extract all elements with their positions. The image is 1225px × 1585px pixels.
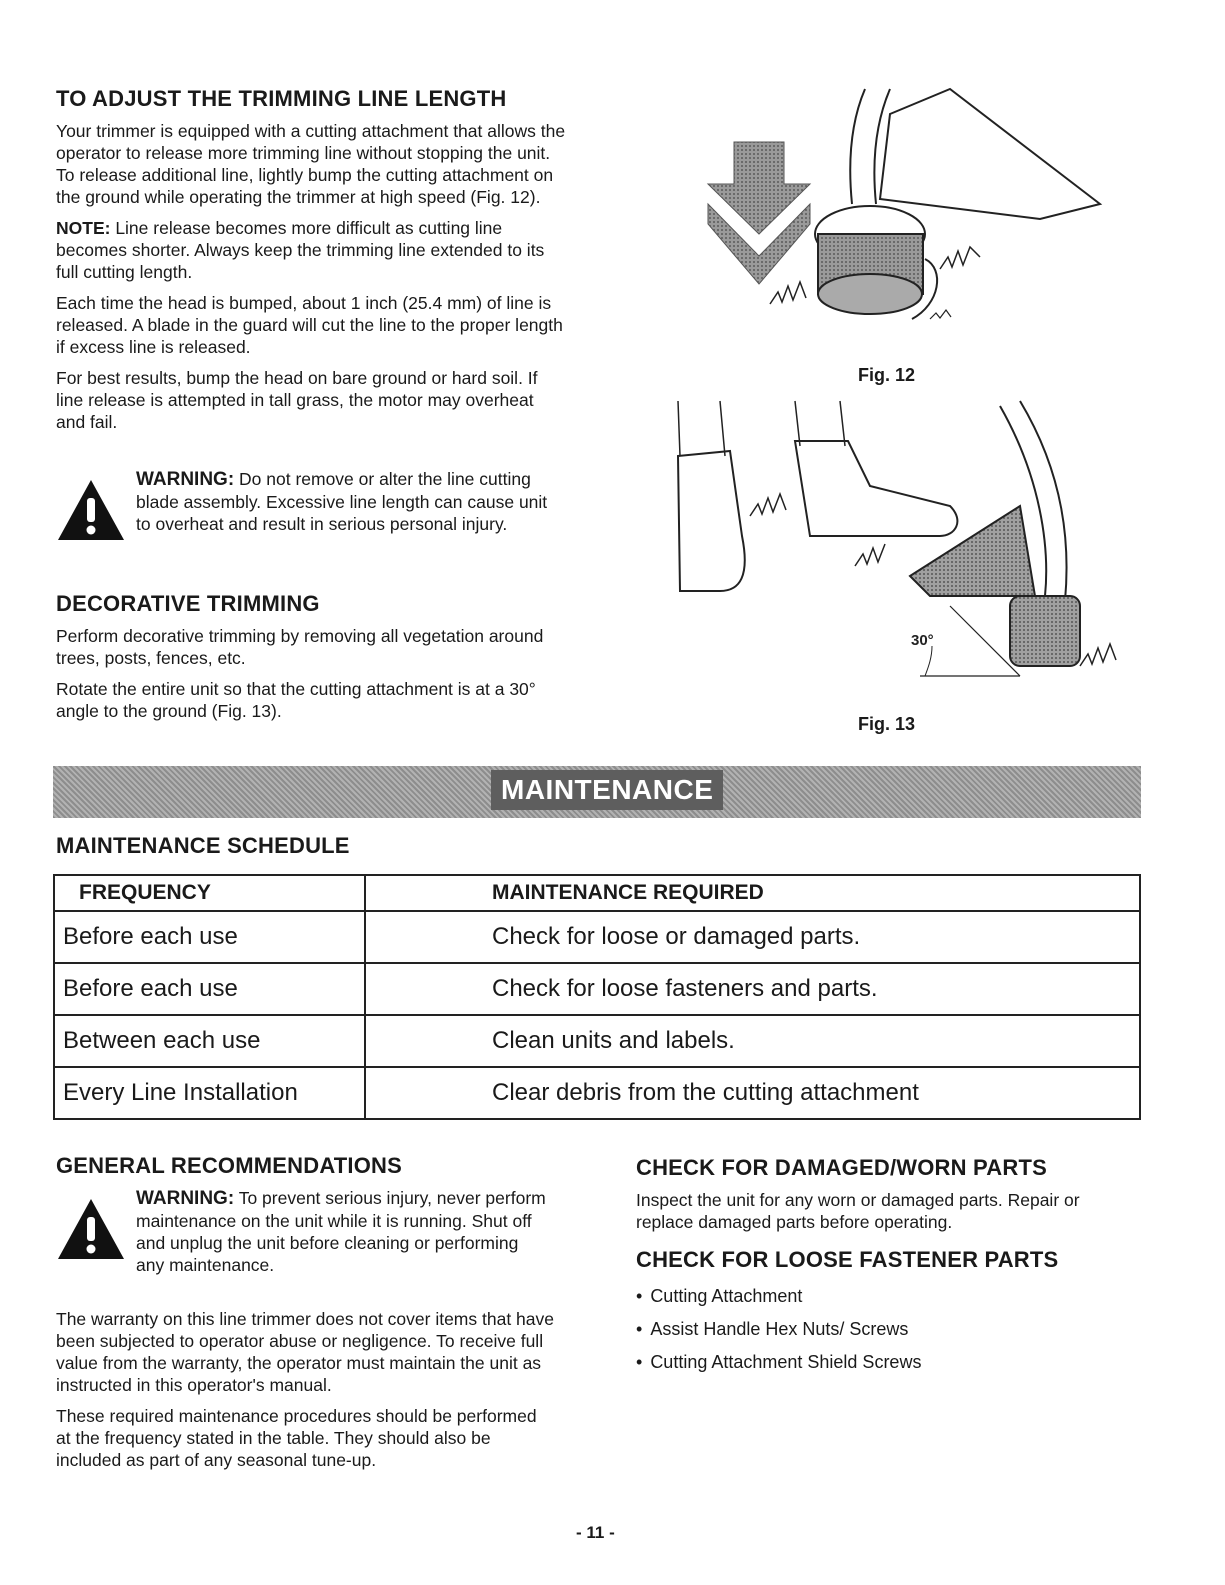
fig12-label: Fig. 12 — [858, 365, 916, 385]
table-row — [54, 911, 1140, 963]
frequency-cell: Between each use — [54, 1015, 365, 1067]
table-row — [54, 1015, 1140, 1067]
damaged-paragraph: Inspect the unit for any worn or damaged parts. Repair or replace damaged parts before operating. — [636, 1190, 1080, 1232]
general-paragraph-2: These required maintenance procedures should be performed at the frequency stated in the table. They should also be included as part of any seasonal tune-up. — [56, 1406, 537, 1470]
decorative-paragraph-1: Perform decorative trimming by removing all vegetation around trees, posts, fences, etc. — [56, 626, 544, 668]
frequency-cell: Before each use — [54, 911, 365, 963]
adjust-warning — [56, 468, 556, 568]
list-item: • Cutting Attachment Shield Screws — [636, 1351, 1136, 1373]
adjust-warning-text — [136, 468, 556, 535]
maintenance-cell: Clean units and labels. — [365, 1015, 1140, 1067]
damaged-heading: CHECK FOR DAMAGED/WORN PARTS — [636, 1155, 1047, 1180]
maintenance-cell: Clear debris from the cutting attachment — [365, 1067, 1140, 1119]
maintenance-cell: Check for loose fasteners and parts. — [365, 963, 1140, 1015]
frequency-cell: Before each use — [54, 963, 365, 1015]
adjust-section — [56, 86, 566, 442]
maintenance-cell: Check for loose or damaged parts. — [365, 911, 1140, 963]
decorative-paragraph-2: Rotate the entire unit so that the cutting attachment is at a 30° angle to the ground (Fig. 13). — [56, 679, 536, 721]
table-row — [54, 963, 1140, 1015]
maintenance-banner — [53, 766, 1141, 818]
table-row — [54, 1067, 1140, 1119]
warning-triangle-icon — [56, 478, 126, 542]
fig13-label: Fig. 13 — [858, 714, 916, 734]
general-paragraph-1: The warranty on this line trimmer does not cover items that have been subjected to operator abuse or negligence. To receive full value from the warranty, the operator must maintain the unit as instructed in this operator's manual. — [56, 1309, 554, 1395]
table-header-row — [54, 875, 1140, 911]
fig13-illustration — [670, 396, 1140, 706]
warning-message: Do not remove or alter the line cutting blade assembly. Excessive line length can cause unit to overheat and result in serious personal injury. — [136, 469, 548, 534]
loose-section — [636, 1247, 1136, 1384]
decorative-section — [56, 591, 566, 731]
warning-message: To prevent serious injury, never perform maintenance on the unit while it is running. Shut off and unplug the unit before cleaning or performing any maintenance. — [136, 1188, 546, 1275]
list-item: • Cutting Attachment — [636, 1285, 1136, 1307]
loose-parts-list — [636, 1285, 1136, 1373]
general-warning — [56, 1187, 556, 1287]
maintenance-schedule-table — [53, 874, 1141, 1120]
general-warning-text — [136, 1187, 546, 1276]
general-body — [56, 1308, 556, 1480]
fig12-illustration — [700, 84, 1110, 354]
column-header-maintenance: MAINTENANCE REQUIRED — [365, 875, 1140, 911]
schedule-heading: MAINTENANCE SCHEDULE — [56, 833, 350, 858]
adjust-heading: TO ADJUST THE TRIMMING LINE LENGTH — [56, 86, 507, 111]
banner-title: MAINTENANCE — [491, 770, 723, 810]
adjust-paragraph-4: For best results, bump the head on bare ground or hard soil. If line release is attempted in tall grass, the motor may overheat and fail. — [56, 368, 538, 432]
column-header-frequency: FREQUENCY — [54, 875, 365, 911]
adjust-note — [56, 217, 566, 283]
adjust-paragraph-3: Each time the head is bumped, about 1 inch (25.4 mm) of line is released. A blade in the guard will cut the line to the proper length if excess line is released. — [56, 293, 563, 357]
list-item: • Assist Handle Hex Nuts/ Screws — [636, 1318, 1136, 1340]
frequency-cell: Every Line Installation — [54, 1067, 365, 1119]
general-heading: GENERAL RECOMMENDATIONS — [56, 1153, 403, 1178]
note-label: NOTE: — [56, 218, 111, 238]
loose-heading: CHECK FOR LOOSE FASTENER PARTS — [636, 1247, 1059, 1272]
note-text: Line release becomes more difficult as cutting line becomes shorter. Always keep the trimming line extended to its full cutting length. — [56, 218, 545, 282]
warning-label: WARNING: — [136, 1188, 235, 1209]
damaged-section — [636, 1155, 1136, 1242]
page-number: - 11 - — [576, 1523, 615, 1542]
warning-label: WARNING: — [136, 469, 235, 490]
warning-triangle-icon — [56, 1197, 126, 1261]
decorative-heading: DECORATIVE TRIMMING — [56, 591, 320, 616]
adjust-paragraph-1: Your trimmer is equipped with a cutting attachment that allows the operator to release more trimming line without stopping the unit. To release additional line, lightly bump the cutting attachment on the ground while operating the trimmer at high speed (Fig. 12). — [56, 121, 566, 207]
angle-label: 30° — [911, 632, 934, 649]
